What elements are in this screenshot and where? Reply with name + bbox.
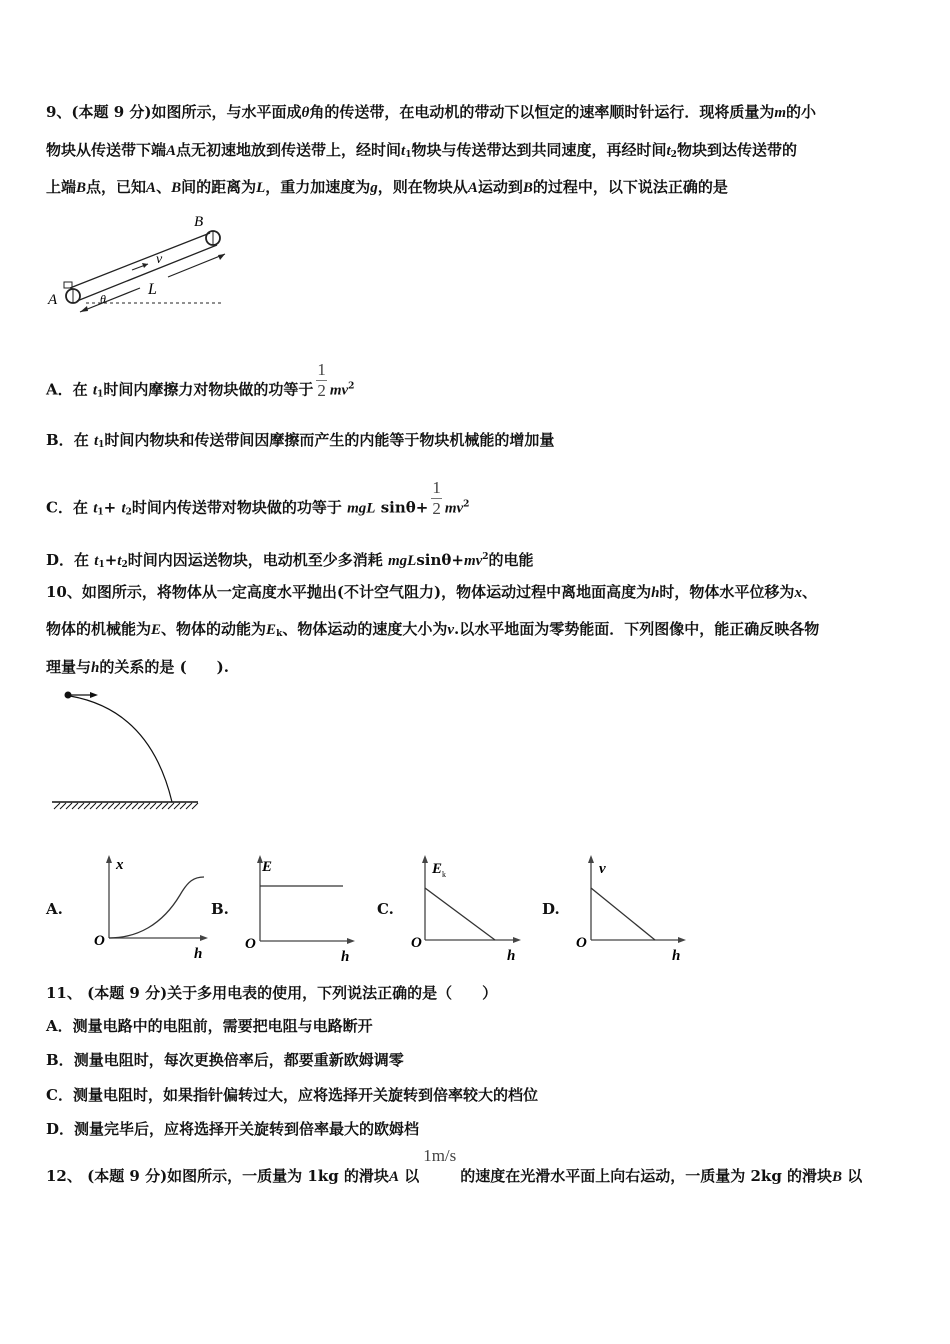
graph-c-ek-vs-h (410, 855, 530, 965)
svg-text:O: O (411, 935, 422, 951)
graph-option-a-label: A. (46, 900, 63, 918)
graph-option-b-label: B. (211, 900, 229, 918)
q9-stem-line1: 9、(本题 9 分)如图所示，与水平面成θ角的传送带，在电动机的带动下以恒定的速率顺时针运行．现将质量为m的小 (46, 103, 817, 121)
label-theta: θ (100, 292, 106, 306)
svg-text:O: O (94, 933, 105, 949)
q11-option-c: C．测量电阻时，如果指针偏转过大，应将选择开关旋转到倍率较大的档位 (46, 1086, 538, 1104)
q9-option-c: C．在 $t_1+ t_2$时间内传送带对物块做的功等于 mgL sinθ+ $\frac{1}{2}$ $mv^2$ (46, 478, 470, 518)
label-L: L (148, 281, 157, 298)
graph-option-d-label: D. (542, 900, 560, 918)
projectile-figure (50, 690, 200, 810)
graph-b-e-vs-h (243, 855, 363, 965)
q9-option-d: D．在 $t_1+t_2$时间内因运送物块，电动机至少多消耗 $mgLsin\theta+mv^2$的电能 (46, 551, 534, 570)
q10-stem-line2: 物体的机械能为E、物体的动能为$E_k$、物体运动的速度大小为v.以水平地面为零势能面．下列图像中，能正确反映各物 (46, 620, 820, 639)
svg-text:E: E (432, 861, 443, 877)
q11-option-d: D．测量完毕后，应将选择开关旋转到倍率最大的欧姆档 (46, 1120, 420, 1138)
graph-option-c-label: C. (377, 900, 394, 918)
svg-text:k: k (442, 870, 446, 879)
svg-text:O: O (576, 935, 587, 951)
label-B: B (194, 214, 204, 230)
q11-option-b: B．测量电阻时，每次更换倍率后，都要重新欧姆调零 (46, 1051, 404, 1069)
svg-text:h: h (194, 946, 203, 962)
q10-stem-line3: 理量与h的关系的是 ( ). (46, 658, 229, 676)
graph-a-x-vs-h (92, 855, 212, 965)
q9-stem-line3: 上端B点，已知A、B间的距离为L，重力加速度为g，则在物块从A运动到B的过程中，以下说法正确的是 (46, 178, 728, 196)
q9-option-a: A．在 $t_1$时间内摩擦力对物块做的功等于 $\frac{1}{2}$ $mv^2$ (46, 360, 355, 400)
q12-stem: 12、 (本题 9 分)如图所示，一质量为 1kg 的滑块A 以1m/s的速度在光滑水平面上向右运动，一质量为 2kg 的滑块B 以 (46, 1146, 863, 1185)
svg-text:O: O (245, 936, 256, 952)
conveyor-belt-figure (44, 208, 234, 323)
q9-stem-line2: 物块从传送带下端A点无初速地放到传送带上，经时间$t_1$物块与传送带达到共同速度，再经时间$t_2$物块到达传送带的 (46, 141, 797, 160)
svg-text:x: x (116, 857, 124, 873)
label-A: A (48, 292, 58, 308)
q11-option-a: A．测量电路中的电阻前，需要把电阻与电路断开 (46, 1017, 373, 1035)
graph-d-v-vs-h (575, 855, 695, 965)
svg-text:h: h (341, 949, 350, 965)
q10-stem-line1: 10、如图所示，将物体从一定高度水平抛出(不计空气阻力)，物体运动过程中离地面高度为h时，物体水平位移为x、 (46, 583, 817, 601)
q9-option-b: B．在 $t_1$时间内物块和传送带间因摩擦而产生的内能等于物块机械能的增加量 (46, 431, 555, 450)
svg-text:h: h (507, 948, 516, 964)
svg-text:h: h (672, 948, 681, 964)
label-v: v (156, 252, 163, 267)
svg-text:v: v (599, 861, 606, 877)
q11-stem: 11、 (本题 9 分)关于多用电表的使用，下列说法正确的是（ ） (46, 984, 498, 1002)
svg-text:E: E (262, 859, 273, 875)
